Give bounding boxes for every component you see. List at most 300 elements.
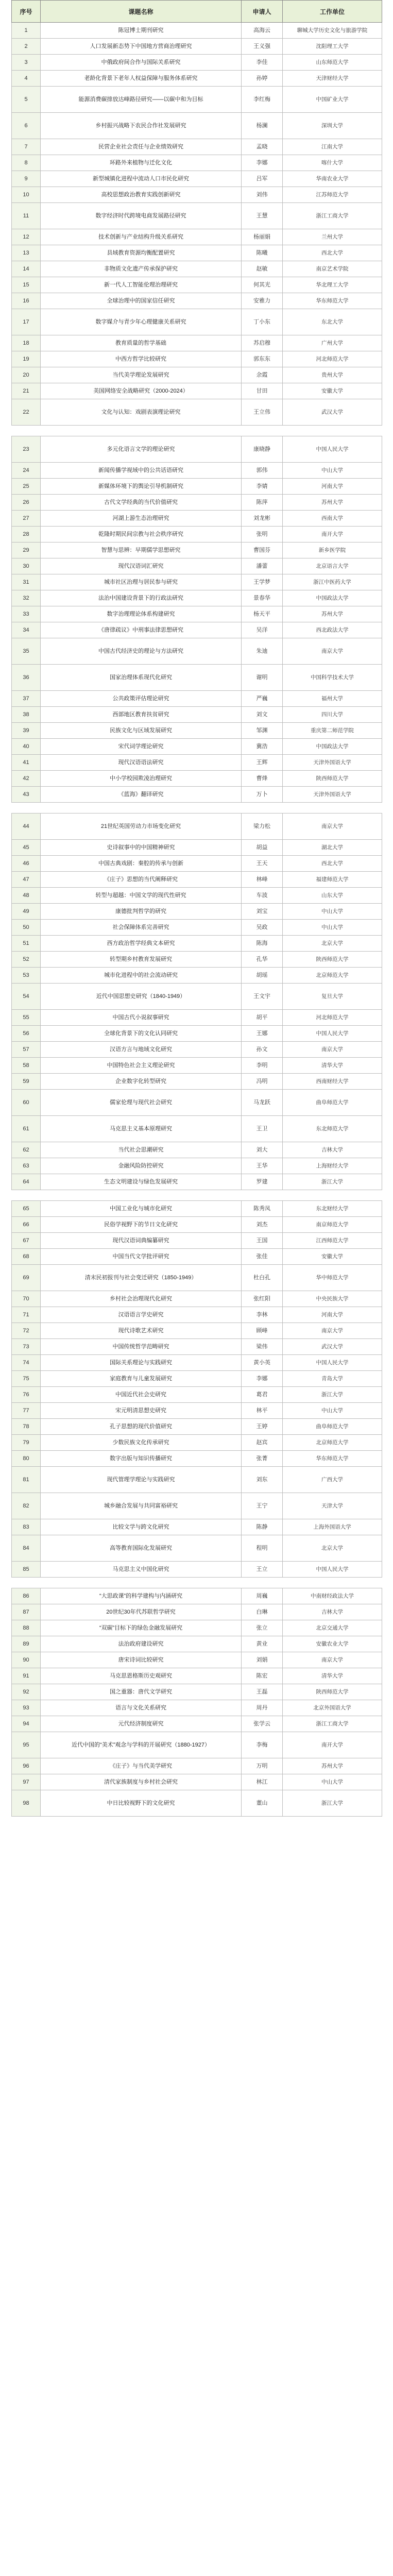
row-org: 广州大学 xyxy=(283,335,382,351)
row-title: 少数民族文化传承研究 xyxy=(41,1435,242,1451)
section-gap xyxy=(12,1190,382,1201)
row-title: 民族文化与区域发展研究 xyxy=(41,723,242,739)
row-applicant: 康晓静 xyxy=(242,436,283,463)
row-applicant: 陈宏 xyxy=(242,1668,283,1684)
row-num: 57 xyxy=(12,1042,41,1058)
table-row xyxy=(12,691,382,707)
row-applicant: 罗建 xyxy=(242,1174,283,1190)
row-title: 中国当代文学批评研究 xyxy=(41,1249,242,1265)
row-org: 北京师范大学 xyxy=(283,968,382,984)
header-num: 序号 xyxy=(12,1,41,23)
table-row xyxy=(12,1519,382,1535)
row-num: 48 xyxy=(12,888,41,904)
row-title: 当代社会思潮研究 xyxy=(41,1142,242,1158)
row-applicant: 刘娟 xyxy=(242,1652,283,1668)
project-table xyxy=(11,0,382,1817)
row-applicant: 潘蕾 xyxy=(242,558,283,574)
row-applicant: 景春华 xyxy=(242,590,283,606)
row-num: 83 xyxy=(12,1519,41,1535)
row-applicant: 苏启穆 xyxy=(242,335,283,351)
row-applicant: 王华 xyxy=(242,1158,283,1174)
table-row xyxy=(12,1604,382,1620)
row-applicant: 黄业 xyxy=(242,1636,283,1652)
row-title: 数字出版与知识传播研究 xyxy=(41,1451,242,1467)
table-row xyxy=(12,1355,382,1371)
row-num: 8 xyxy=(12,155,41,171)
row-org: 中山大学 xyxy=(283,1403,382,1419)
row-org: 清华大学 xyxy=(283,1668,382,1684)
row-org: 天津大学 xyxy=(283,1493,382,1519)
table-row xyxy=(12,139,382,155)
section-gap-cell xyxy=(12,803,382,814)
row-num: 50 xyxy=(12,920,41,936)
row-num: 34 xyxy=(12,622,41,638)
row-num: 55 xyxy=(12,1010,41,1026)
row-num: 98 xyxy=(12,1790,41,1817)
row-title: 现代汉语语法研究 xyxy=(41,755,242,771)
row-num: 52 xyxy=(12,952,41,968)
row-title: “双碳”目标下的绿色金融发展研究 xyxy=(41,1620,242,1636)
table-row xyxy=(12,723,382,739)
row-org: 北京外国语大学 xyxy=(283,1700,382,1716)
row-org: 南京大学 xyxy=(283,814,382,840)
row-title: 中国古典戏剧：秦腔的传承与创新 xyxy=(41,856,242,872)
table-row xyxy=(12,1758,382,1774)
table-row xyxy=(12,495,382,511)
row-applicant: 林平 xyxy=(242,1403,283,1419)
row-num: 6 xyxy=(12,113,41,139)
row-applicant: 王国 xyxy=(242,1233,283,1249)
row-title: 多元化语言文学的理论研究 xyxy=(41,436,242,463)
row-num: 77 xyxy=(12,1403,41,1419)
table-row xyxy=(12,574,382,590)
table-row xyxy=(12,1467,382,1493)
row-applicant: 刘伟 xyxy=(242,187,283,203)
row-num: 43 xyxy=(12,787,41,803)
row-applicant: 朱迪 xyxy=(242,638,283,665)
row-num: 78 xyxy=(12,1419,41,1435)
row-org: 河北师范大学 xyxy=(283,1010,382,1026)
row-num: 31 xyxy=(12,574,41,590)
row-num: 3 xyxy=(12,55,41,71)
row-title: 公共政策评估理论研究 xyxy=(41,691,242,707)
row-org: 南京大学 xyxy=(283,638,382,665)
row-org: 江南大学 xyxy=(283,139,382,155)
table-row xyxy=(12,87,382,113)
row-org: 河南大学 xyxy=(283,479,382,495)
table-row xyxy=(12,113,382,139)
table-row xyxy=(12,936,382,952)
row-title: 企业数字化转型研究 xyxy=(41,1074,242,1090)
row-applicant: 孙文 xyxy=(242,1042,283,1058)
row-applicant: 李娜 xyxy=(242,1371,283,1387)
row-applicant: 王宁 xyxy=(242,1493,283,1519)
row-title: 金融风险防控研究 xyxy=(41,1158,242,1174)
row-title: 人口发展新态势下中国地方营商治理研究 xyxy=(41,39,242,55)
row-num: 64 xyxy=(12,1174,41,1190)
table-row xyxy=(12,840,382,856)
row-applicant: 郭伟 xyxy=(242,463,283,479)
row-applicant: 马龙跃 xyxy=(242,1090,283,1116)
row-applicant: 吴洋 xyxy=(242,622,283,638)
row-org: 中国矿业大学 xyxy=(283,87,382,113)
row-num: 70 xyxy=(12,1291,41,1307)
row-title: 智慧与思辨：早期儒学思想研究 xyxy=(41,543,242,558)
row-title: 现代管理学理论与实践研究 xyxy=(41,1467,242,1493)
row-title: 西部地区教育扶贫研究 xyxy=(41,707,242,723)
row-org: 苏州大学 xyxy=(283,495,382,511)
table-row xyxy=(12,1652,382,1668)
row-applicant: 周丹 xyxy=(242,1700,283,1716)
row-applicant: 梁伟 xyxy=(242,1339,283,1355)
table-row xyxy=(12,872,382,888)
row-num: 66 xyxy=(12,1217,41,1233)
table-row xyxy=(12,1010,382,1026)
table-row xyxy=(12,1090,382,1116)
table-row xyxy=(12,622,382,638)
row-org: 西北政法大学 xyxy=(283,622,382,638)
row-org: 天津外国语大学 xyxy=(283,787,382,803)
table-row xyxy=(12,479,382,495)
row-org: 西南财经大学 xyxy=(283,1074,382,1090)
row-applicant: 吕军 xyxy=(242,171,283,187)
table-row xyxy=(12,436,382,463)
row-applicant: 王卫 xyxy=(242,1116,283,1142)
row-org: 西北大学 xyxy=(283,245,382,261)
table-row xyxy=(12,245,382,261)
table-row xyxy=(12,1588,382,1604)
row-applicant: 孙婷 xyxy=(242,71,283,87)
row-org: 曲阜师范大学 xyxy=(283,1419,382,1435)
row-num: 15 xyxy=(12,277,41,293)
row-title: 现代诗歌艺术研究 xyxy=(41,1323,242,1339)
row-org: 聊城大学历史文化与旅游学院 xyxy=(283,23,382,39)
row-applicant: 高海云 xyxy=(242,23,283,39)
row-applicant: 车波 xyxy=(242,888,283,904)
row-title: 转型期乡村教育发展研究 xyxy=(41,952,242,968)
row-title: 新型城镇化进程中流动人口市民化研究 xyxy=(41,171,242,187)
row-org: 浙江大学 xyxy=(283,1174,382,1190)
table-row xyxy=(12,1026,382,1042)
row-num: 88 xyxy=(12,1620,41,1636)
table-row xyxy=(12,1201,382,1217)
row-applicant: 董山 xyxy=(242,1790,283,1817)
row-applicant: 孟晓 xyxy=(242,139,283,155)
row-num: 32 xyxy=(12,590,41,606)
row-applicant: 万明 xyxy=(242,1758,283,1774)
row-num: 71 xyxy=(12,1307,41,1323)
section-gap-cell xyxy=(12,1578,382,1588)
row-title: “大思政课”的科学建构与内涵研究 xyxy=(41,1588,242,1604)
row-org: 中山大学 xyxy=(283,1774,382,1790)
section-gap-cell xyxy=(12,1190,382,1201)
row-num: 2 xyxy=(12,39,41,55)
row-org: 北京语言大学 xyxy=(283,558,382,574)
row-title: 生态文明建设与绿色发展研究 xyxy=(41,1174,242,1190)
table-row xyxy=(12,155,382,171)
row-title: 汉语语言学史研究 xyxy=(41,1307,242,1323)
table-row xyxy=(12,1323,382,1339)
table-row xyxy=(12,590,382,606)
row-applicant: 冀浩 xyxy=(242,739,283,755)
row-title: 高校思想政治教育实践创新研究 xyxy=(41,187,242,203)
row-org: 中国人民大学 xyxy=(283,1026,382,1042)
table-row xyxy=(12,1116,382,1142)
row-title: 数字媒介与青少年心理健康关系研究 xyxy=(41,309,242,335)
row-org: 中国人民大学 xyxy=(283,436,382,463)
header-title: 课题名称 xyxy=(41,1,242,23)
row-org: 中央民族大学 xyxy=(283,1291,382,1307)
table-row xyxy=(12,187,382,203)
row-applicant: 张菁 xyxy=(242,1451,283,1467)
row-applicant: 李林 xyxy=(242,1307,283,1323)
row-num: 40 xyxy=(12,739,41,755)
row-title: 古代文学经典的当代价值研究 xyxy=(41,495,242,511)
row-org: 陕西师范大学 xyxy=(283,952,382,968)
row-num: 42 xyxy=(12,771,41,787)
row-org: 中国科学技术大学 xyxy=(283,665,382,691)
row-num: 59 xyxy=(12,1074,41,1090)
table-row xyxy=(12,171,382,187)
table-row xyxy=(12,1142,382,1158)
row-num: 76 xyxy=(12,1387,41,1403)
row-num: 44 xyxy=(12,814,41,840)
row-org: 中国人民大学 xyxy=(283,1355,382,1371)
row-title: 近代中国的“美术”观念与学科的开展研究（1880-1927） xyxy=(41,1732,242,1758)
table-row xyxy=(12,383,382,399)
row-title: 新闻传播学视域中的公共话语研究 xyxy=(41,463,242,479)
row-title: 现代汉语词典编纂研究 xyxy=(41,1233,242,1249)
row-title: 近代中国思想史研究（1840-1949） xyxy=(41,984,242,1010)
row-title: 21世纪英国劳动力市场变化研究 xyxy=(41,814,242,840)
row-num: 36 xyxy=(12,665,41,691)
table-row xyxy=(12,1387,382,1403)
row-org: 浙江大学 xyxy=(283,1387,382,1403)
row-applicant: 王辉 xyxy=(242,755,283,771)
row-org: 南开大学 xyxy=(283,527,382,543)
row-num: 25 xyxy=(12,479,41,495)
row-org: 安徽大学 xyxy=(283,383,382,399)
table-row xyxy=(12,1233,382,1249)
row-num: 16 xyxy=(12,293,41,309)
row-applicant: 陈秀凤 xyxy=(242,1201,283,1217)
row-title: 马克思主义中国化研究 xyxy=(41,1562,242,1578)
row-org: 清华大学 xyxy=(283,1058,382,1074)
row-num: 23 xyxy=(12,436,41,463)
row-title: 城市社区治理与居民参与研究 xyxy=(41,574,242,590)
row-title: 国家治理体系现代化研究 xyxy=(41,665,242,691)
row-title: 中国工业化与城市化研究 xyxy=(41,1201,242,1217)
row-org: 安徽大学 xyxy=(283,1249,382,1265)
row-org: 华北理工大学 xyxy=(283,277,382,293)
row-title: 老龄化背景下老年人权益保障与服务体系研究 xyxy=(41,71,242,87)
table-row xyxy=(12,1174,382,1190)
row-title: 清代家族制度与乡村社会研究 xyxy=(41,1774,242,1790)
row-num: 56 xyxy=(12,1026,41,1042)
row-org: 陕西师范大学 xyxy=(283,1684,382,1700)
table-row xyxy=(12,527,382,543)
row-title: 家庭教育与儿童发展研究 xyxy=(41,1371,242,1387)
table-row xyxy=(12,1636,382,1652)
table-row xyxy=(12,1668,382,1684)
row-title: 《庄子》与当代美学研究 xyxy=(41,1758,242,1774)
row-title: 乡村社会治理现代化研究 xyxy=(41,1291,242,1307)
row-title: 民营企业社会责任与企业绩效研究 xyxy=(41,139,242,155)
row-num: 33 xyxy=(12,606,41,622)
row-applicant: 王义强 xyxy=(242,39,283,55)
row-org: 天津外国语大学 xyxy=(283,755,382,771)
row-applicant: 黄小英 xyxy=(242,1355,283,1371)
row-num: 49 xyxy=(12,904,41,920)
table-header-row xyxy=(12,1,382,23)
row-applicant: 孔华 xyxy=(242,952,283,968)
row-applicant: 王文宇 xyxy=(242,984,283,1010)
row-applicant: 王天 xyxy=(242,856,283,872)
row-applicant: 张学云 xyxy=(242,1716,283,1732)
row-applicant: 杨丽娟 xyxy=(242,229,283,245)
row-num: 45 xyxy=(12,840,41,856)
header-org: 工作单位 xyxy=(283,1,382,23)
row-title: 西方政治哲学经典文本研究 xyxy=(41,936,242,952)
table-row xyxy=(12,1451,382,1467)
row-title: 法治中国建设背景下的行政法研究 xyxy=(41,590,242,606)
row-title: 技术创新与产业结构升级关系研究 xyxy=(41,229,242,245)
row-applicant: 刘大 xyxy=(242,1142,283,1158)
row-title: 清末民初报刊与社会变迁研究（1850-1949） xyxy=(41,1265,242,1291)
row-num: 89 xyxy=(12,1636,41,1652)
section-gap xyxy=(12,426,382,436)
row-applicant: 曹国芬 xyxy=(242,543,283,558)
row-num: 7 xyxy=(12,139,41,155)
row-num: 17 xyxy=(12,309,41,335)
row-num: 87 xyxy=(12,1604,41,1620)
table-row xyxy=(12,55,382,71)
row-org: 四川大学 xyxy=(283,707,382,723)
row-title: 唐宋诗词比较研究 xyxy=(41,1652,242,1668)
table-row xyxy=(12,261,382,277)
table-row xyxy=(12,920,382,936)
table-row xyxy=(12,1419,382,1435)
row-applicant: 邹渊 xyxy=(242,723,283,739)
header-applicant: 申请人 xyxy=(242,1,283,23)
row-applicant: 刘龙彬 xyxy=(242,511,283,527)
row-num: 61 xyxy=(12,1116,41,1142)
table-row xyxy=(12,23,382,39)
row-org: 北京大学 xyxy=(283,1535,382,1562)
row-org: 南京艺术学院 xyxy=(283,261,382,277)
row-num: 38 xyxy=(12,707,41,723)
row-title: 儒家伦理与现代社会研究 xyxy=(41,1090,242,1116)
row-num: 73 xyxy=(12,1339,41,1355)
table-row xyxy=(12,1774,382,1790)
row-num: 96 xyxy=(12,1758,41,1774)
row-applicant: 赵宾 xyxy=(242,1435,283,1451)
row-applicant: 谢明 xyxy=(242,665,283,691)
row-org: 福建师范大学 xyxy=(283,872,382,888)
row-title: 中日比较视野下的文化研究 xyxy=(41,1790,242,1817)
row-num: 86 xyxy=(12,1588,41,1604)
row-org: 深圳大学 xyxy=(283,113,382,139)
row-num: 13 xyxy=(12,245,41,261)
row-num: 11 xyxy=(12,203,41,229)
row-title: 现代汉语词汇研究 xyxy=(41,558,242,574)
row-applicant: 王婷 xyxy=(242,1419,283,1435)
row-org: 浙江大学 xyxy=(283,1790,382,1817)
section-gap xyxy=(12,1578,382,1588)
page xyxy=(11,0,382,1817)
row-org: 湖北大学 xyxy=(283,840,382,856)
row-num: 41 xyxy=(12,755,41,771)
table-row xyxy=(12,1403,382,1419)
row-org: 上海外国语大学 xyxy=(283,1519,382,1535)
row-num: 12 xyxy=(12,229,41,245)
table-row xyxy=(12,1249,382,1265)
row-org: 浙江工商大学 xyxy=(283,1716,382,1732)
table-row xyxy=(12,787,382,803)
row-title: 转型与超越：中国文学的现代性研究 xyxy=(41,888,242,904)
row-org: 吉林大学 xyxy=(283,1142,382,1158)
row-org: 南京师范大学 xyxy=(283,1217,382,1233)
row-applicant: 陈萍 xyxy=(242,495,283,511)
table-row xyxy=(12,1371,382,1387)
row-num: 74 xyxy=(12,1355,41,1371)
row-num: 97 xyxy=(12,1774,41,1790)
row-applicant: 陈静 xyxy=(242,1519,283,1535)
row-num: 65 xyxy=(12,1201,41,1217)
row-applicant: 王立 xyxy=(242,1562,283,1578)
row-applicant: 胡瑶 xyxy=(242,968,283,984)
row-title: 孔子思想的现代价值研究 xyxy=(41,1419,242,1435)
row-org: 苏州大学 xyxy=(283,1758,382,1774)
table-row xyxy=(12,814,382,840)
row-applicant: 胡益 xyxy=(242,840,283,856)
row-org: 南京大学 xyxy=(283,1323,382,1339)
row-title: 教育质量的哲学基础 xyxy=(41,335,242,351)
table-row xyxy=(12,1716,382,1732)
table-row xyxy=(12,1790,382,1817)
row-org: 东北财经大学 xyxy=(283,1201,382,1217)
row-org: 重庆第二师范学院 xyxy=(283,723,382,739)
row-title: 城乡融合发展与共同富裕研究 xyxy=(41,1493,242,1519)
table-row xyxy=(12,984,382,1010)
row-org: 浙江工商大学 xyxy=(283,203,382,229)
row-title: 中西方哲学比较研究 xyxy=(41,351,242,367)
row-applicant: 梁力松 xyxy=(242,814,283,840)
row-applicant: 刘杰 xyxy=(242,1217,283,1233)
table-row xyxy=(12,335,382,351)
row-num: 53 xyxy=(12,968,41,984)
row-org: 广西大学 xyxy=(283,1467,382,1493)
table-row xyxy=(12,39,382,55)
row-org: 曲阜师范大学 xyxy=(283,1090,382,1116)
row-num: 69 xyxy=(12,1265,41,1291)
row-num: 58 xyxy=(12,1058,41,1074)
table-row xyxy=(12,399,382,426)
row-num: 5 xyxy=(12,87,41,113)
table-row xyxy=(12,1435,382,1451)
row-num: 62 xyxy=(12,1142,41,1158)
row-org: 浙江中医药大学 xyxy=(283,574,382,590)
row-title: 元代经济制度研究 xyxy=(41,1716,242,1732)
row-title: 乡村振兴战略下农民合作社发展研究 xyxy=(41,113,242,139)
row-applicant: 李明 xyxy=(242,1058,283,1074)
row-title: 马克思主义基本原理研究 xyxy=(41,1116,242,1142)
row-org: 华南农业大学 xyxy=(283,171,382,187)
row-num: 84 xyxy=(12,1535,41,1562)
row-applicant: 郭东东 xyxy=(242,351,283,367)
table-row xyxy=(12,277,382,293)
row-applicant: 李梅 xyxy=(242,1732,283,1758)
